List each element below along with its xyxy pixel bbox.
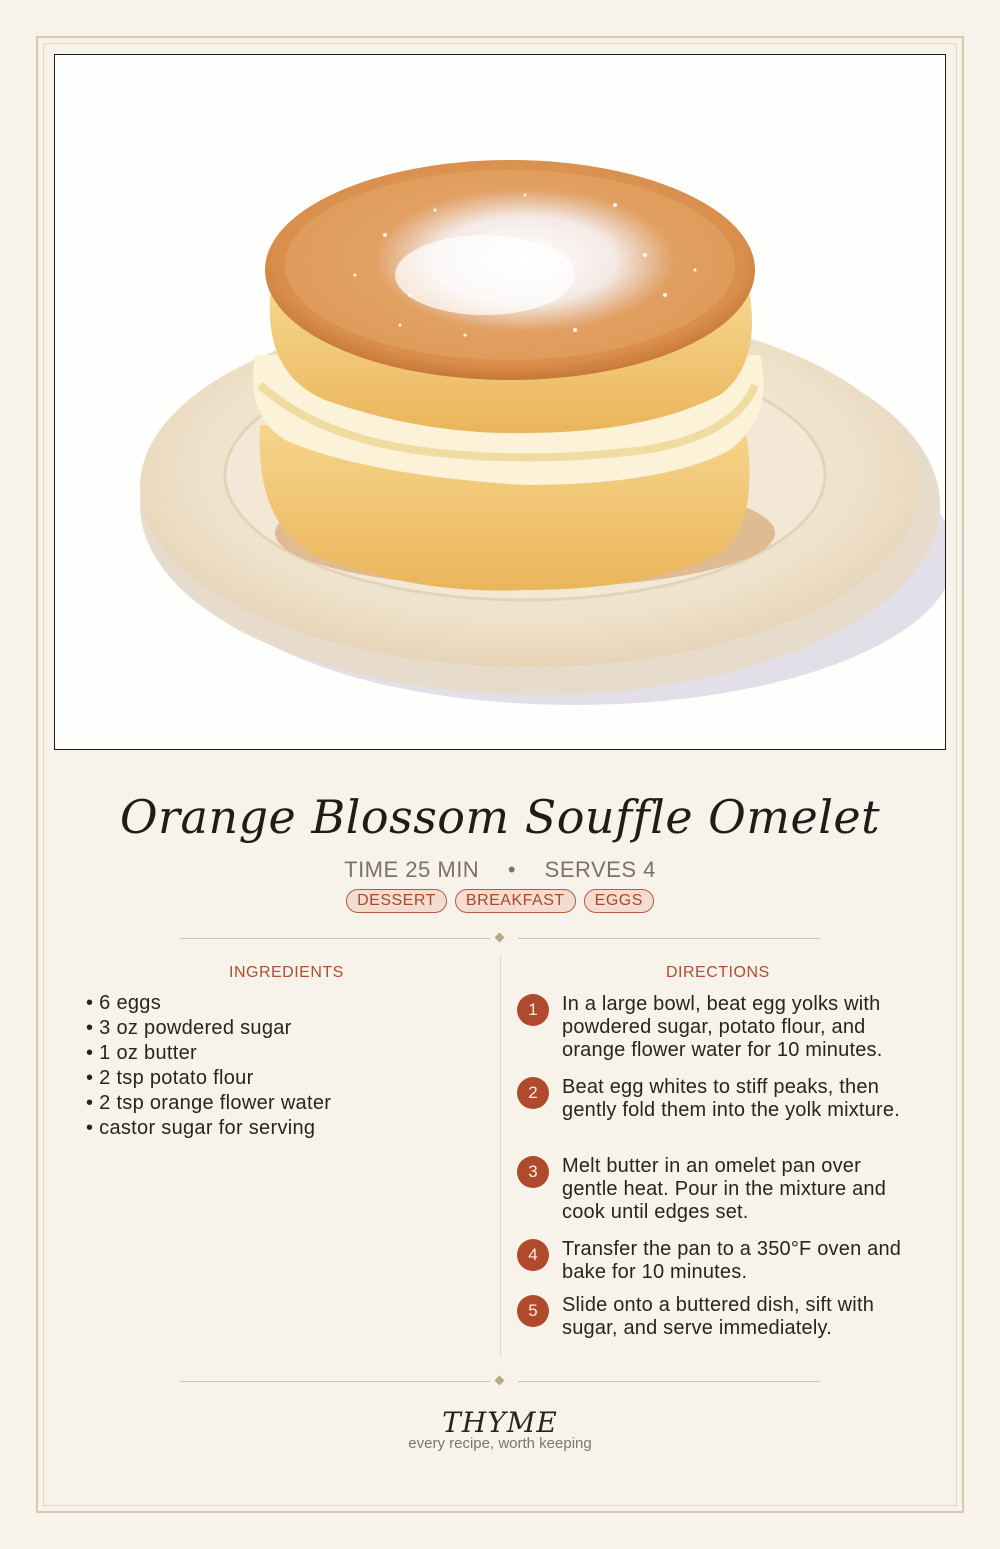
- ingredients-list: [86, 991, 486, 1141]
- tag-breakfast[interactable]: BREAKFAST: [455, 889, 576, 913]
- diamond-ornament-icon: [495, 1376, 505, 1386]
- step-number-badge: 5: [517, 1295, 549, 1327]
- recipe-illustration: [54, 54, 946, 750]
- step-number-badge: 1: [517, 994, 549, 1026]
- bottom-divider: [180, 1375, 820, 1387]
- tag-eggs[interactable]: EGGS: [584, 889, 654, 913]
- step-text: In a large bowl, beat egg yolks with powdered sugar, potato flour, and orange flower water for 10 minutes.: [562, 993, 883, 1061]
- brand-logo: THYME: [442, 1406, 558, 1439]
- ingredients-heading: INGREDIENTS: [229, 964, 344, 981]
- tag-list: [0, 889, 1000, 913]
- step-number-badge: 4: [517, 1239, 549, 1271]
- brand-tagline: every recipe, worth keeping: [408, 1435, 592, 1452]
- souffle-omelet-illustration: [55, 55, 945, 749]
- meta-separator: •: [507, 857, 517, 882]
- diamond-ornament-icon: [495, 933, 505, 943]
- step-text: Slide onto a buttered dish, sift with sugar, and serve immediately.: [562, 1294, 875, 1339]
- step-text: Beat egg whites to stiff peaks, then gently fold them into the yolk mixture.: [562, 1076, 900, 1121]
- servings: SERVES 4: [544, 857, 656, 882]
- ingredient-item: • 1 oz butter: [86, 1042, 197, 1064]
- step-text: Transfer the pan to a 350°F oven and bake for 10 minutes.: [562, 1238, 902, 1283]
- ingredient-item: • 2 tsp potato flour: [86, 1067, 254, 1089]
- directions-heading: DIRECTIONS: [666, 964, 770, 981]
- ingredient-item: • 3 oz powdered sugar: [86, 1017, 292, 1039]
- prep-time: TIME 25 MIN: [344, 857, 480, 882]
- step-text: Melt butter in an omelet pan over gentle heat. Pour in the mixture and cook until edges set.: [562, 1155, 887, 1223]
- column-divider: [500, 955, 501, 1357]
- tag-dessert[interactable]: DESSERT: [346, 889, 447, 913]
- step-number-badge: 3: [517, 1156, 549, 1188]
- recipe-title: Orange Blossom Souffle Omelet: [119, 790, 881, 844]
- step-number-badge: 2: [517, 1077, 549, 1109]
- recipe-meta: [0, 857, 1000, 883]
- top-divider: [180, 932, 820, 944]
- ingredient-item: • 2 tsp orange flower water: [86, 1092, 332, 1114]
- ingredient-item: • castor sugar for serving: [86, 1117, 316, 1139]
- ingredient-item: • 6 eggs: [86, 992, 162, 1014]
